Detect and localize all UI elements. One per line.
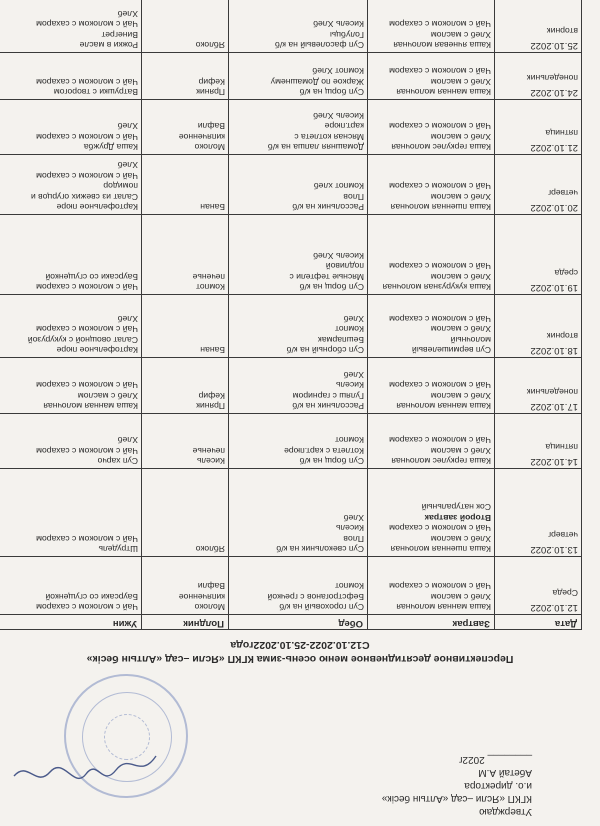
lunch-cell [229,0,368,53]
breakfast-item: Суп вермишелевый [411,345,491,355]
dinner-cell [0,215,142,295]
lunch-item: Плов [343,533,364,544]
snack-item: Молоко [194,602,225,612]
snack-item: Молоко [194,142,225,152]
snack-item: Кефир [198,76,225,87]
breakfast-item: Хлеб с маслом [430,591,491,602]
dinner-item: Чай с молоком с сахаром [36,131,138,142]
snack-cell [142,358,229,414]
lunch-cell [229,100,368,155]
date-text: 20.10.2022 [530,202,578,213]
header-line: Абетай А.М [478,767,532,778]
breakfast-item: Чай с молоком с сахаром [389,435,491,446]
dinner-cell [0,53,142,100]
snack-cell [142,295,229,358]
snack-cell [142,215,229,295]
snack-item: Вафли [197,581,225,592]
lunch-item: Суп борщ на к/б [299,282,364,292]
date-text: 17.10.2022 [530,401,578,412]
dinner-item: Рожки в масле [79,40,138,50]
column-header-dinner: Ужин [0,615,142,630]
page-title [20,638,580,666]
dinner-item: Чай с молоком с сахаром [36,533,138,544]
breakfast-item: Хлеб с маслом [430,131,491,142]
date-text: 12.10.2022 [530,602,578,613]
snack-cell [142,155,229,215]
breakfast-item: Чай с молоком с сахаром [389,380,491,391]
snack-cell [142,469,229,557]
weekday-text: четверг [547,529,578,540]
breakfast-cell [368,100,495,155]
date-text: 14.10.2022 [530,456,578,467]
breakfast-item: Чай с молоком с сахаром [389,19,491,30]
table-row [0,215,582,295]
lunch-item: Домашняя лапша на к/б [267,142,364,152]
date-cell [495,295,582,358]
date-text: 19.10.2022 [530,282,578,293]
breakfast-item: молочный [450,334,491,345]
lunch-item: Компот [335,324,364,335]
dinner-item: Баурсаки со сгущенкой [45,271,138,282]
lunch-cell [229,358,368,414]
lunch-item: Кисель Хлеб [313,19,364,30]
breakfast-item: Хлеб с маслом [430,324,491,335]
lunch-cell [229,469,368,557]
date-cell [495,0,582,53]
snack-cell [142,0,229,53]
second-breakfast-label: Второй завтрак [424,512,491,523]
date-cell [495,469,582,557]
date-text: 25.10.2022 [530,40,578,51]
snack-item: Кефир [198,390,225,401]
lunch-item: Мясная котлета с [294,131,364,142]
snack-item: печенье [192,271,225,282]
dinner-item: Чай с молоком с сахаром [36,445,138,456]
snack-item: Кисель [196,456,225,466]
snack-item: Яблоко [195,544,225,554]
breakfast-item: Чай с молоком с сахаром [389,523,491,534]
breakfast-item: Каша манная молочная [396,602,491,612]
breakfast-item: Чай с молоком с сахаром [389,121,491,132]
snack-item: Банан [200,345,225,355]
dinner-item: Чай с молоком с сахаром [36,19,138,30]
dinner-item: Чай с молоком с сахаром [36,380,138,391]
breakfast-item: Каша геркулес молочная [391,142,491,152]
lunch-cell [229,155,368,215]
lunch-item: Кисель Хлеб [313,110,364,121]
lunch-item: Компот [335,435,364,446]
header-line: ________ 2022г [458,754,532,765]
snack-item: Яблоко [195,40,225,50]
breakfast-item: Каша пшенная молочная [390,202,491,212]
header-line: и.о. директора [464,780,532,791]
table-row [0,295,582,358]
dinner-item: Винегрет [101,29,138,40]
handwritten-signature [10,746,160,786]
dinner-cell [0,469,142,557]
title-line: Перспективное десятидневное меню осень-зима КГКП «Ясли –сад «Алтын бесік» [86,653,514,665]
lunch-item: Рассольник на к/б [292,202,364,212]
weekday-text: четверг [547,187,578,198]
breakfast-item: Хлеб с маслом [430,191,491,202]
dinner-cell [0,0,142,53]
lunch-item: подливой [325,261,364,272]
dinner-item: Хлеб [117,435,138,446]
lunch-item: Хлеб [343,512,364,523]
breakfast-item: Каша манная молочная [396,401,491,411]
lunch-item: Суп гороховый на к/б [279,602,364,612]
lunch-item: Суп борщ на к/б [299,87,364,97]
lunch-item: Суп свекольник на к/б [276,544,364,554]
lunch-item: Бефстроганов с гречкой [267,591,364,602]
dinner-item: Чай с молоком с сахаром [36,282,138,292]
breakfast-item: Чай с молоком с сахаром [389,261,491,272]
date-cell [495,100,582,155]
dinner-item: Чай с молоком с сахаром [36,170,138,181]
lunch-item: Плов [343,191,364,202]
table-row [0,155,582,215]
dinner-item: Каша манная молочная [43,401,138,411]
breakfast-item: Хлеб с маслом [430,445,491,456]
snack-cell [142,557,229,615]
weekday-text: пятница [545,127,578,138]
breakfast-cell [368,0,495,53]
lunch-item: Суп борщ на к/б [299,456,364,466]
dinner-cell [0,358,142,414]
table-row [0,557,582,615]
dinner-cell [0,557,142,615]
column-header-lunch: Обед [229,615,368,630]
breakfast-item: Каша ячневая молочная [393,40,491,50]
dinner-item: Баурсаки со сгущенкой [45,591,138,602]
lunch-cell [229,295,368,358]
lunch-item: Голубцы [329,29,364,40]
header-line: КГКП «Ясли –сад «Алтын бесік» [381,793,532,804]
breakfast-item: Хлеб с маслом [430,271,491,282]
lunch-item: карт.пюре [324,121,364,132]
dinner-item: Ватрушки с творогом [53,87,138,97]
breakfast-cell [368,215,495,295]
dinner-item: Чай с молоком с сахаром [36,602,138,612]
lunch-item: Гуляш с гарниром [292,390,364,401]
snack-item: Пряник [196,87,225,97]
lunch-item: Компот Хлеб [312,66,364,77]
dinner-item: Салат овощной с кукурузой [27,334,138,345]
dinner-item: Салат из свежих огурцов и [30,191,138,202]
breakfast-cell [368,557,495,615]
lunch-item: Мясные тефтели с [289,271,364,282]
lunch-item: Хлеб [343,313,364,324]
breakfast-item: Чай с молоком с сахаром [389,581,491,592]
dinner-item: Хлеб с маслом [77,390,138,401]
snack-item: Банан [200,202,225,212]
dinner-cell [0,100,142,155]
header-line: Утверждаю [479,806,532,817]
title-line: С12.10.2022-25.10.2022года [230,639,370,651]
date-text: 18.10.2022 [530,345,578,356]
date-cell [495,557,582,615]
breakfast-cell [368,155,495,215]
dinner-item: Картофельное пюре [56,345,138,355]
lunch-item: Котлета с карт.пюре [284,445,364,456]
snack-item: кипяченное [178,591,225,602]
snack-cell [142,53,229,100]
table-row [0,414,582,469]
dinner-item: Чай с молоком с сахаром [36,324,138,335]
dinner-item: Штрудель [98,544,138,554]
breakfast-item: Чай с молоком с сахаром [389,66,491,77]
dinner-item: помидор [103,181,138,192]
breakfast-cell [368,358,495,414]
breakfast-item: Хлеб с маслом [430,76,491,87]
weekday-text: понедельник [526,386,578,397]
lunch-cell [229,557,368,615]
date-cell [495,358,582,414]
date-text: 24.10.2022 [530,87,578,98]
lunch-item: Рассольник на к/б [292,401,364,411]
breakfast-cell [368,295,495,358]
table-row [0,469,582,557]
snack-cell [142,100,229,155]
weekday-text: Среда [552,587,578,598]
dinner-item: Хлеб [117,8,138,19]
breakfast-cell [368,414,495,469]
breakfast-item: Хлеб с маслом [430,390,491,401]
column-header-breakfast: Завтрак [368,615,495,630]
lunch-item: Суп фасолевый на к/б [274,40,364,50]
table-row [0,358,582,414]
lunch-item: Хлеб [343,369,364,380]
breakfast-cell [368,469,495,557]
dinner-item: Чай с молоком с сахаром [36,76,138,87]
lunch-item: Жаркое по Домашнему [270,76,364,87]
snack-cell [142,414,229,469]
breakfast-item: Каша манная молочная [396,87,491,97]
lunch-cell [229,53,368,100]
dinner-cell [0,414,142,469]
table-row [0,100,582,155]
lunch-item: Суп сборный на к/б [286,345,364,355]
snack-item: печенье [192,445,225,456]
weekday-text: пятница [545,441,578,452]
approval-header [232,753,532,818]
date-cell [495,53,582,100]
table-row [0,0,582,53]
lunch-item: Кисель Хлеб [313,250,364,261]
dinner-item: Хлеб [117,160,138,171]
breakfast-item: Хлеб с маслом [430,29,491,40]
breakfast-item: Хлеб с маслом [430,533,491,544]
lunch-item: Бешпармак [318,334,364,345]
dinner-item: Хлеб [117,313,138,324]
dinner-cell [0,155,142,215]
lunch-item: Компот [335,581,364,592]
snack-item: Компот [196,282,225,292]
weekday-text: среда [554,267,578,278]
weekday-text: понедельник [526,72,578,83]
weekday-text: вторник [546,25,578,36]
breakfast-item: Каша пшенная молочная [390,544,491,554]
breakfast-item: Каша геркулес молочная [391,456,491,466]
date-cell [495,155,582,215]
date-text: 21.10.2022 [530,142,578,153]
lunch-cell [229,414,368,469]
weekday-text: вторник [546,330,578,341]
date-cell [495,414,582,469]
breakfast-item: Каша кукурузная молочная [382,282,491,292]
date-cell [495,215,582,295]
lunch-item: Компот хлеб [313,181,364,192]
lunch-cell [229,215,368,295]
table-row [0,53,582,100]
date-text: 13.10.2022 [530,544,578,555]
snack-item: кипяченное [178,131,225,142]
snack-item: Вафли [197,121,225,132]
column-header-date: Дата [495,615,582,630]
breakfast-item: Чай с молоком с сахаром [389,313,491,324]
column-header-snack: Полдник [142,615,229,630]
table-header-row [0,615,582,630]
dinner-item: Картофельное пюре [56,202,138,212]
lunch-item: Кисель [335,523,364,534]
dinner-item: Каша Дружба [83,142,138,152]
dinner-cell [0,295,142,358]
lunch-item: Кисель [335,380,364,391]
dinner-item: Суп харчо [97,456,138,466]
breakfast-cell [368,53,495,100]
breakfast-item: Чай с молоком с сахаром [389,181,491,192]
second-breakfast-item: Сок натуральный [421,502,491,513]
snack-item: Пряник [196,401,225,411]
dinner-item: Хлеб [117,121,138,132]
